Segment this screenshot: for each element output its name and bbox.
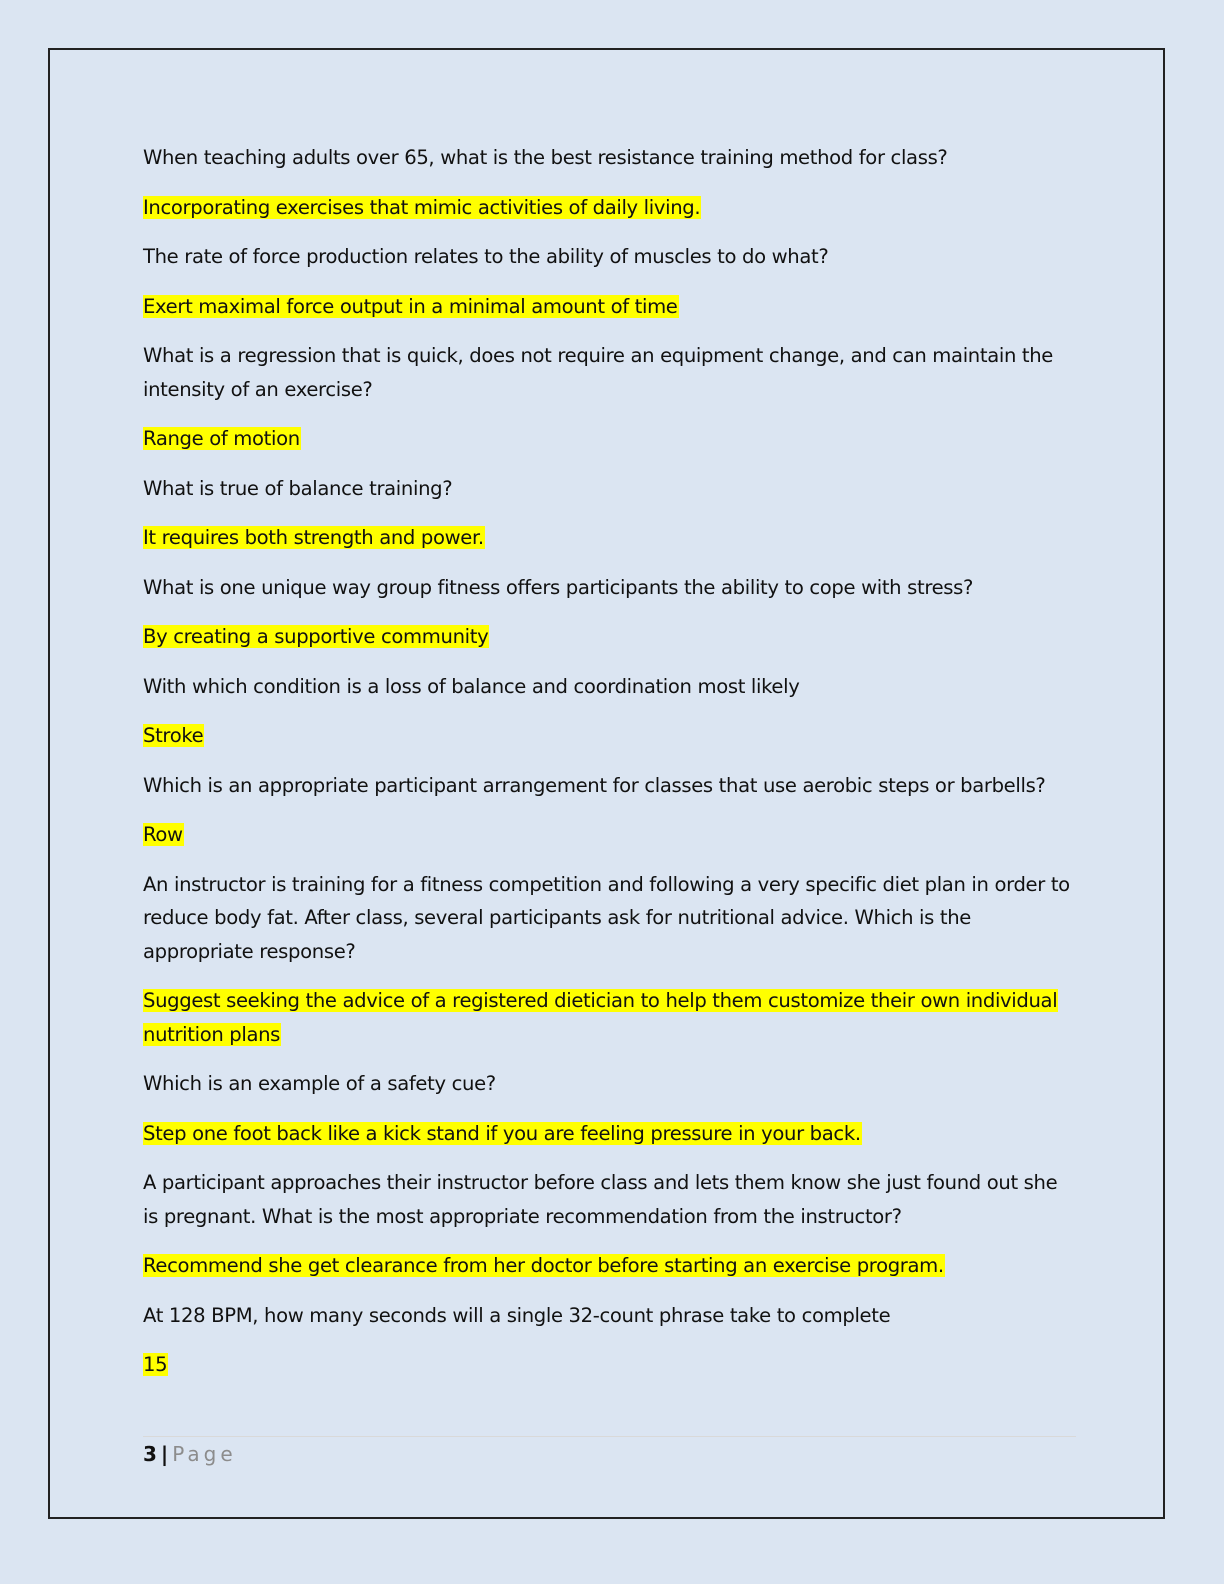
question-paragraph — [143, 240, 1078, 274]
question-text: An instructor is training for a fitness competition and following a very specific diet plan in order to reduce body fat. After class, several participants ask for nutritional advice. Which is the appropriate response? — [143, 872, 1070, 963]
answer-paragraph — [143, 818, 1078, 852]
question-text: Which is an appropriate participant arrangement for classes that use aerobic steps or barbells? — [143, 773, 1046, 797]
question-paragraph — [143, 1299, 1078, 1333]
answer-text: 15 — [143, 1353, 168, 1376]
question-text: When teaching adults over 65, what is the best resistance training method for class? — [143, 146, 948, 169]
answer-text: Exert maximal force output in a minimal amount of time — [143, 294, 678, 318]
answer-paragraph — [143, 422, 1078, 456]
question-paragraph — [143, 868, 1078, 969]
answer-paragraph — [143, 191, 1078, 225]
question-paragraph — [143, 339, 1078, 406]
answer-paragraph — [143, 290, 1078, 324]
question-text: At 128 BPM, how many seconds will a single 32-count phrase take to complete — [143, 1303, 891, 1327]
answer-text: It requires both strength and power. — [143, 526, 484, 549]
question-text: What is true of balance training? — [143, 476, 453, 500]
answer-text: Row — [143, 823, 183, 846]
answer-paragraph — [143, 1117, 1078, 1151]
question-paragraph — [143, 571, 1078, 605]
answer-text: Suggest seeking the advice of a registered dietician to help them customize their own individual nutrition plans — [143, 989, 1058, 1046]
answer-text: Range of motion — [143, 427, 300, 450]
footer-separator: | — [160, 1442, 169, 1466]
page-number: 3 — [143, 1442, 157, 1466]
document-body — [143, 141, 1078, 1398]
answer-paragraph — [143, 1249, 1078, 1283]
question-text: With which condition is a loss of balance and coordination most likely — [143, 674, 800, 698]
answer-paragraph — [143, 984, 1078, 1051]
answer-text: By creating a supportive community — [143, 625, 489, 648]
answer-text: Step one foot back like a kick stand if you are feeling pressure in your back. — [143, 1121, 861, 1145]
answer-text: Incorporating exercises that mimic activities of daily living. — [143, 195, 701, 219]
question-paragraph — [143, 1166, 1078, 1233]
answer-text: Stroke — [143, 724, 204, 747]
page-footer — [143, 1439, 237, 1469]
question-text: Which is an example of a safety cue? — [143, 1072, 496, 1095]
question-paragraph — [143, 141, 1078, 175]
footer-divider — [143, 1436, 1076, 1437]
page-label: Page — [172, 1442, 237, 1466]
question-paragraph — [143, 670, 1078, 704]
question-paragraph — [143, 769, 1078, 803]
question-text: What is a regression that is quick, does not require an equipment change, and can maintain the intensity of an exercise? — [143, 344, 1054, 401]
answer-paragraph — [143, 719, 1078, 753]
answer-paragraph — [143, 620, 1078, 654]
question-text: The rate of force production relates to the ability of muscles to do what? — [143, 245, 829, 268]
answer-paragraph — [143, 1348, 1078, 1382]
question-text: A participant approaches their instructor before class and lets them know she just found out she is pregnant. What is the most appropriate recommendation from the instructor? — [143, 1171, 1058, 1228]
answer-text: Recommend she get clearance from her doctor before starting an exercise program. — [143, 1254, 944, 1277]
answer-paragraph — [143, 521, 1078, 555]
question-paragraph — [143, 1067, 1078, 1101]
question-paragraph — [143, 472, 1078, 506]
question-text: What is one unique way group fitness offers participants the ability to cope with stress? — [143, 575, 974, 599]
